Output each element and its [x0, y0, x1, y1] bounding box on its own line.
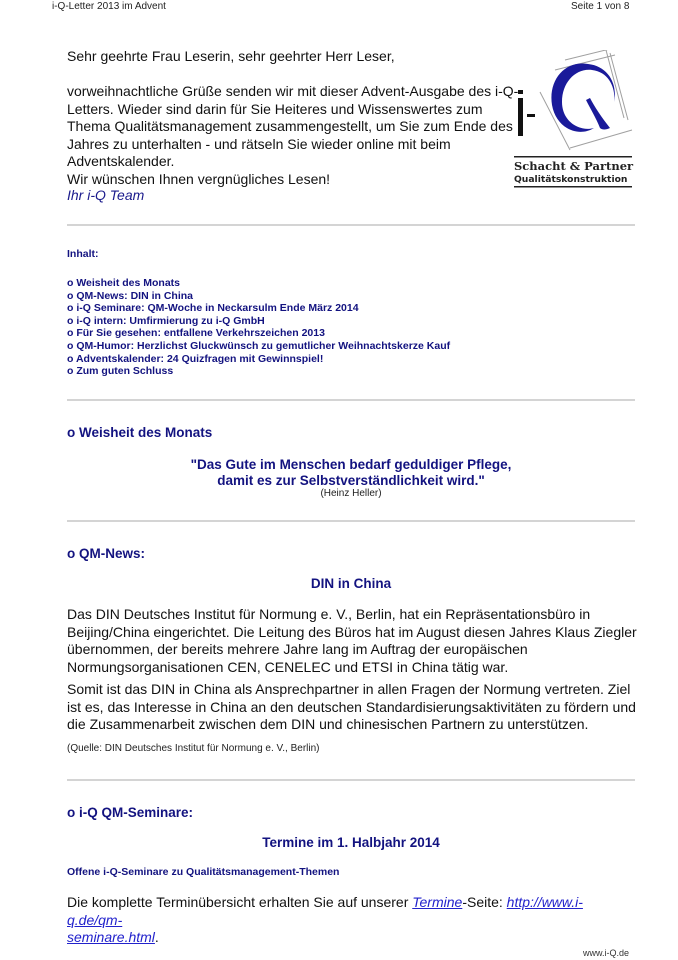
iq-logo-icon	[510, 50, 635, 195]
intro-line: Jahres zu unterhalten - und rätseln Sie wieder online mit beim	[67, 135, 451, 152]
seminar-url-link[interactable]: http://www.i-q.de/qm-	[67, 894, 583, 928]
document-title: i-Q-Letter 2013 im Advent	[52, 1, 166, 12]
news-line: übernommen, der bereits mehrere Jahre lang im Auftrag der europäischen	[67, 641, 528, 657]
termine-link[interactable]: Termine	[412, 894, 463, 910]
divider	[67, 399, 635, 401]
section-heading-weisheit: o Weisheit des Monats	[67, 425, 213, 440]
news-line: die Zusammenarbeit zwischen dem DIN und chinesischen Partnern zu unterstützen.	[67, 716, 589, 732]
section-heading-seminare: o i-Q QM-Seminare:	[67, 805, 194, 820]
news-subheading: DIN in China	[310, 576, 392, 591]
toc-item-humor[interactable]: o QM-Humor: Herzlichst Gluckwünsch zu gemutlicher Weihnachtskerze Kauf	[67, 339, 451, 352]
toc-item-intern[interactable]: o i-Q intern: Umfirmierung zu i-Q GmbH	[67, 314, 265, 327]
seminars-text: Die komplette Terminübersicht erhalten Sie auf unserer	[67, 894, 413, 910]
seminars-text: .	[154, 929, 159, 945]
toc-item-adventskalender[interactable]: o Adventskalender: 24 Quizfragen mit Gewinnspiel!	[67, 352, 324, 365]
closing: Wir wünschen Ihnen vergnügliches Lesen!	[67, 171, 331, 187]
toc-item-gesehen[interactable]: o Für Sie gesehen: entfallene Verkehrszeichen 2013	[67, 327, 325, 340]
svg-text:Qualitätskonstruktion: Qualitätskonstruktion	[514, 174, 628, 185]
section-heading-qm-news: o QM-News:	[67, 546, 146, 561]
salutation: Sehr geehrte Frau Leserin, sehr geehrter Herr Leser,	[67, 48, 395, 64]
news-source: (Quelle: DIN Deutsches Institut für Normung e. V., Berlin)	[67, 743, 320, 754]
quote-line: "Das Gute im Menschen bedarf geduldiger Pflege,	[190, 457, 512, 472]
news-line: Normungsorganisationen CEN, CENELEC und ETSI in China tätig war.	[67, 658, 509, 675]
seminar-url-link-cont[interactable]: seminare.html	[67, 929, 155, 945]
news-line: Das DIN Deutsches Institut für Normung e. V., Berlin, hat ein Repräsentationsbüro in	[67, 606, 591, 622]
toc-title: Inhalt:	[67, 248, 99, 260]
intro-paragraph	[67, 83, 518, 171]
toc-item-schluss[interactable]: o Zum guten Schluss	[67, 365, 174, 378]
news-line: Beijing/China eingerichtet. Die Leitung des Büros hat im August diesen Jahres Klaus Ziegler	[67, 623, 637, 640]
seminars-subheading: Termine im 1. Halbjahr 2014	[262, 835, 440, 850]
divider	[67, 779, 635, 781]
toc-item-weisheit[interactable]: o Weisheit des Monats	[67, 277, 180, 289]
footer-site: www.i-Q.de	[583, 948, 630, 958]
seminars-paragraph	[67, 894, 637, 947]
toc-item-qm-news[interactable]: o QM-News: DIN in China	[67, 289, 193, 302]
news-paragraph-2	[67, 681, 636, 734]
divider	[67, 224, 635, 226]
news-paragraph-1	[67, 606, 637, 676]
quote	[67, 457, 635, 489]
seminars-text: -Seite:	[462, 894, 507, 910]
seminars-label: Offene i-Q-Seminare zu Qualitätsmanagement-Themen	[67, 866, 340, 878]
intro-line: Adventskalender.	[67, 153, 175, 169]
company-logo	[510, 50, 635, 195]
toc-item-seminare[interactable]: o i-Q Seminare: QM-Woche in Neckarsulm Ende März 2014	[67, 302, 359, 315]
divider	[67, 520, 635, 522]
intro-line: vorweihnachtliche Grüße senden wir mit dieser Advent-Ausgabe des i-Q-	[67, 83, 519, 99]
quote-line: damit es zur Selbstverständlichkeit wird."	[217, 473, 485, 488]
news-line: Somit ist das DIN in China als Ansprechpartner in allen Fragen der Normung vertreten. Ziel	[67, 681, 631, 697]
intro-line: Letters. Wieder sind darin für Sie Heiteres und Wissenswertes zum	[67, 100, 483, 117]
page-indicator: Seite 1 von 8	[571, 1, 630, 12]
signature: Ihr i-Q Team	[67, 187, 145, 203]
table-of-contents	[67, 277, 450, 378]
news-line: ist es, das Interesse in China an den deutschen Standardisierungsaktivitäten zu fördern und	[67, 698, 636, 715]
intro-line: Thema Qualitätsmanagement zusammengestellt, um Sie zum Ende des	[67, 118, 513, 134]
quote-author: (Heinz Heller)	[320, 488, 382, 499]
svg-text:Schacht & Partner: Schacht & Partner	[514, 159, 634, 173]
